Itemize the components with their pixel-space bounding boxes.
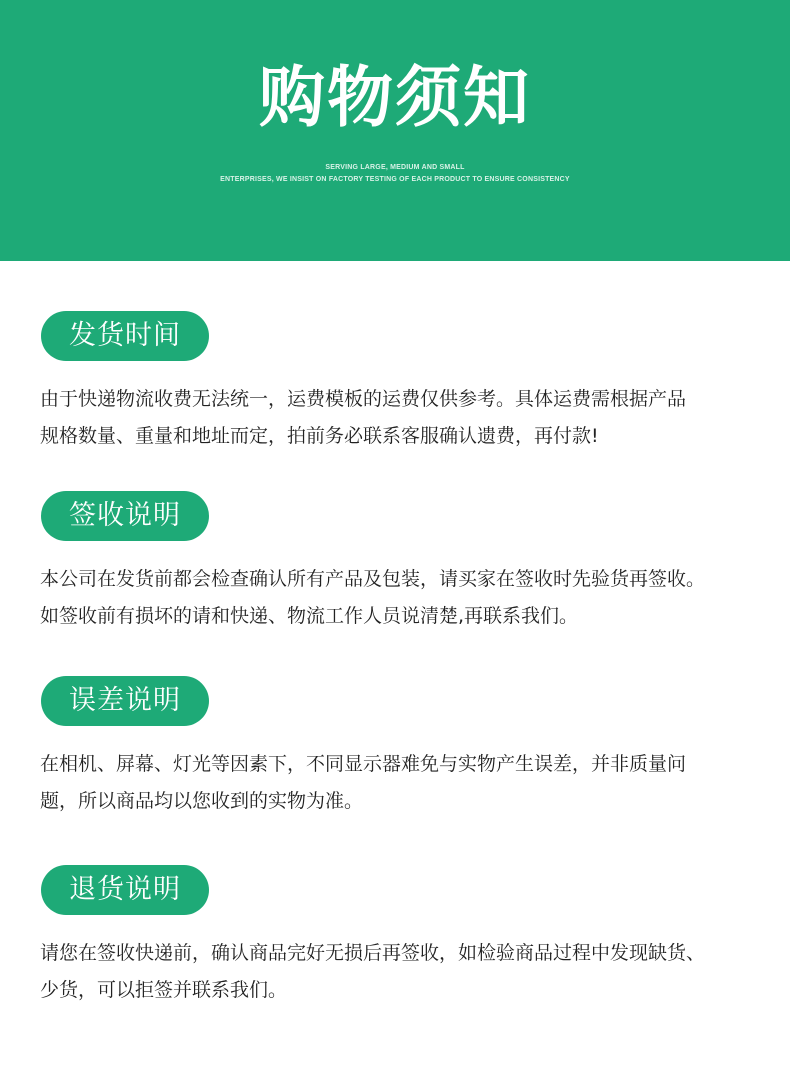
section-body-line: 题，所以商品均以您收到的实物为准。: [40, 790, 364, 812]
section-body-line: 由于快递物流收费无法统一，运费模板的运费仅供参考。具体运费需根据产品: [40, 388, 687, 410]
section-title-badge: 签收说明: [41, 491, 209, 541]
section-title-badge: 误差说明: [41, 676, 209, 726]
section-body-line: 请您在签收快递前，确认商品完好无损后再签收，如检验商品过程中发现缺货、: [40, 942, 706, 964]
section-body-line: 在相机、屏幕、灯光等因素下，不同显示器难免与实物产生误差，并非质量问: [40, 753, 687, 775]
header-subtitle-line-1: SERVING LARGE, MEDIUM AND SMALL: [325, 164, 465, 171]
section-body: [40, 561, 765, 635]
page-title: 购物须知: [259, 59, 531, 136]
section-body-line: 本公司在发货前都会检查确认所有产品及包装，请买家在签收时先验货再签收。: [40, 568, 706, 590]
section-body-line: 如签收前有损坏的请和快递、物流工作人员说清楚,再联系我们。: [40, 605, 579, 627]
header-banner: [0, 0, 790, 261]
section-body: [40, 746, 765, 820]
section-title-badge: 退货说明: [41, 865, 209, 915]
header-subtitle-line-2: ENTERPRISES, WE INSIST ON FACTORY TESTING OF EACH PRODUCT TO ENSURE CONSISTENCY: [220, 176, 570, 183]
section-body: [40, 935, 765, 1009]
section-body: [40, 381, 765, 455]
section-body-line: 少货，可以拒签并联系我们。: [40, 979, 288, 1001]
section-title-badge: 发货时间: [41, 311, 209, 361]
section-body-line: 规格数量、重量和地址而定，拍前务必联系客服确认遗费，再付款!: [40, 425, 599, 447]
